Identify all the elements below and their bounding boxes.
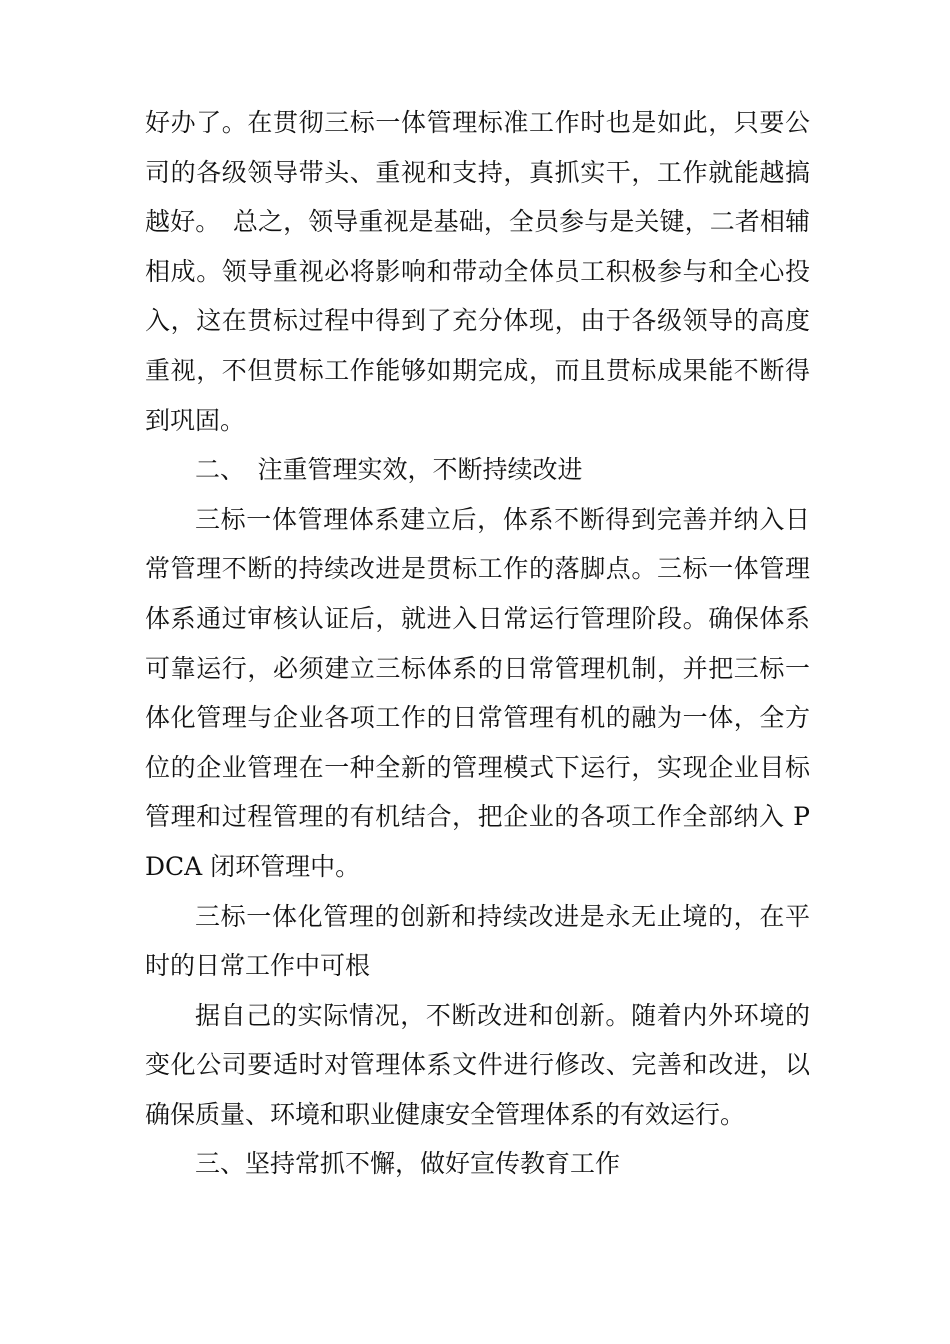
paragraph-innovation-start: 三标一体化管理的创新和持续改进是永无止境的，在平时的日常工作中可根 — [145, 901, 810, 981]
paragraph-leadership-summary: 好办了。在贯彻三标一体管理标准工作时也是如此，只要公司的各级领导带头、重视和支持，真抓实干，工作就能越搞越好。 总之，领导重视是基础，全员参与是关键，二者相辅相成。领导重视必将影响和带动全体员工积极参与和全心投入，这在贯标过程中得到了充分体现，由于各级领导的高度重视，不但贯标工作能够如期完成，而且贯标成果能不断得到巩固。 — [145, 108, 810, 435]
document-body — [145, 98, 810, 1189]
paragraph-continuous-improvement: 三标一体管理体系建立后，体系不断得到完善并纳入日常管理不断的持续改进是贯标工作的落脚点。三标一体管理体系通过审核认证后，就进入日常运行管理阶段。确保体系可靠运行，必须建立三标体系的日常管理机制，并把三标一体化管理与企业各项工作的日常管理有机的融为一体，全方位的企业管理在一种全新的管理模式下运行，实现企业目标管理和过程管理的有机结合，把企业的各项工作全部纳入 PDCA 闭环管理中。 — [145, 504, 810, 881]
section-heading-2: 二、 注重管理实效，不断持续改进 — [195, 455, 583, 485]
paragraph-innovation-continued: 据自己的实际情况，不断改进和创新。随着内外环境的变化公司要适时对管理体系文件进行修改、完善和改进，以确保质量、环境和职业健康安全管理体系的有效运行。 — [145, 1000, 810, 1129]
section-heading-3: 三、坚持常抓不懈，做好宣传教育工作 — [195, 1149, 621, 1179]
